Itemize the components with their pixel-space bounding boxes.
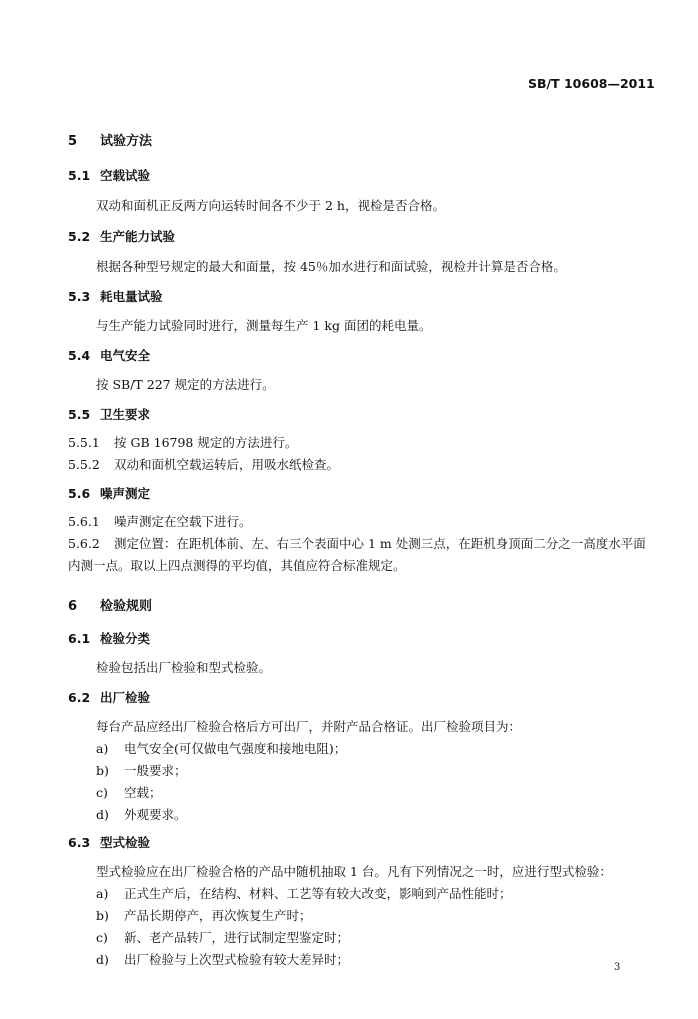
list-item <box>96 805 187 823</box>
clause <box>68 455 339 473</box>
list-text: 空载； <box>124 785 162 800</box>
list-label: d) <box>96 952 109 967</box>
list-label: b) <box>96 763 109 778</box>
subsection-title: 空载试验 <box>100 168 151 183</box>
clause <box>68 534 646 552</box>
page-number: 3 <box>614 962 621 973</box>
list-item <box>96 950 349 968</box>
paragraph: 按 SB/T 227 规定的方法进行。 <box>96 377 275 392</box>
section-heading <box>68 595 152 614</box>
subsection-number: 5.4 <box>68 348 91 363</box>
clause <box>68 433 297 451</box>
paragraph: 双动和面机正反两方向运转时间各不少于 2 h，视检是否合格。 <box>96 198 445 213</box>
list-item <box>96 928 349 946</box>
subsection-title: 出厂检验 <box>100 690 151 705</box>
paragraph: 检验包括出厂检验和型式检验。 <box>96 660 272 675</box>
subsection-number: 6.3 <box>68 835 91 850</box>
subsection-title: 卫生要求 <box>100 407 151 422</box>
clause-number: 5.5.1 <box>68 435 100 450</box>
list-label: a) <box>96 886 109 901</box>
paragraph: 根据各种型号规定的最大和面量，按 45％加水进行和面试验，视检并计算是否合格。 <box>96 259 566 274</box>
clause-continuation: 内测一点。取以上四点测得的平均值，其值应符合标准规定。 <box>68 558 406 573</box>
section-heading <box>68 130 152 149</box>
clause-text: 按 GB 16798 规定的方法进行。 <box>114 435 298 450</box>
list-text: 正式生产后，在结构、材料、工艺等有较大改变，影响到产品性能时； <box>124 886 512 901</box>
list-item <box>96 739 346 757</box>
list-item <box>96 884 512 902</box>
subsection-title: 生产能力试验 <box>100 229 176 244</box>
list-label: c) <box>96 930 108 945</box>
subsection-title: 检验分类 <box>100 631 151 646</box>
paragraph: 每台产品应经出厂检验合格后方可出厂，并附产品合格证。出厂检验项目为： <box>96 719 522 734</box>
section-number: 5 <box>68 134 78 149</box>
subsection-title: 噪声测定 <box>100 486 151 501</box>
list-item <box>96 906 312 924</box>
list-text: 产品长期停产，再次恢复生产时； <box>124 908 312 923</box>
subsection-heading <box>68 227 175 245</box>
section-title: 试验方法 <box>100 134 153 149</box>
subsection-heading <box>68 833 150 851</box>
subsection-heading <box>68 629 150 647</box>
document-code: SB/T 10608—2011 <box>528 76 655 91</box>
list-label: a) <box>96 741 109 756</box>
list-label: d) <box>96 807 109 822</box>
clause-text: 测定位置：在距机体前、左、右三个表面中心 1 m 处测三点，在距机身顶面二分之一高度水平面 <box>114 536 646 551</box>
subsection-number: 5.5 <box>68 407 91 422</box>
list-text: 一般要求； <box>124 763 187 778</box>
subsection-number: 5.1 <box>68 168 91 183</box>
list-item <box>96 783 162 801</box>
subsection-number: 6.2 <box>68 690 91 705</box>
clause-number: 5.6.2 <box>68 536 100 551</box>
clause <box>68 512 252 530</box>
list-label: b) <box>96 908 109 923</box>
section-title: 检验规则 <box>100 599 153 614</box>
list-text: 电气安全(可仅做电气强度和接地电阻)； <box>124 741 347 756</box>
clause-text: 双动和面机空载运转后，用吸水纸检查。 <box>114 457 340 472</box>
clause-text: 噪声测定在空载下进行。 <box>114 514 252 529</box>
list-item <box>96 761 187 779</box>
subsection-title: 电气安全 <box>100 348 151 363</box>
list-text: 外观要求。 <box>124 807 187 822</box>
clause-number: 5.6.1 <box>68 514 100 529</box>
subsection-heading <box>68 484 150 502</box>
subsection-heading <box>68 346 150 364</box>
subsection-number: 5.6 <box>68 486 91 501</box>
subsection-heading <box>68 405 150 423</box>
list-label: c) <box>96 785 108 800</box>
subsection-heading <box>68 287 163 305</box>
paragraph: 型式检验应在出厂检验合格的产品中随机抽取 1 台。凡有下列情况之一时，应进行型式检验： <box>96 864 612 879</box>
subsection-heading <box>68 688 150 706</box>
list-text: 出厂检验与上次型式检验有较大差异时； <box>124 952 350 967</box>
clause-number: 5.5.2 <box>68 457 100 472</box>
section-number: 6 <box>68 599 78 614</box>
subsection-number: 5.2 <box>68 229 91 244</box>
paragraph: 与生产能力试验同时进行，测量每生产 1 kg 面团的耗电量。 <box>96 318 432 333</box>
subsection-title: 耗电量试验 <box>100 289 163 304</box>
list-text: 新、老产品转厂，进行试制定型鉴定时； <box>124 930 350 945</box>
subsection-number: 5.3 <box>68 289 91 304</box>
subsection-number: 6.1 <box>68 631 91 646</box>
subsection-heading <box>68 166 150 184</box>
subsection-title: 型式检验 <box>100 835 151 850</box>
